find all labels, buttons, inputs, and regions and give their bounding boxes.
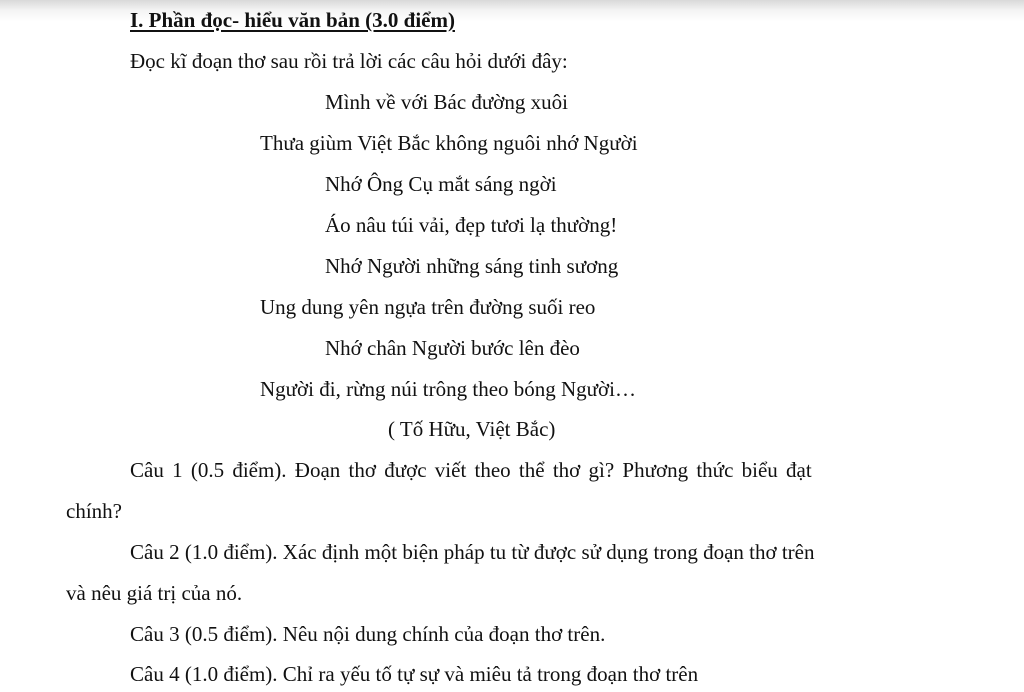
poem-line: Mình về với Bác đường xuôi <box>325 90 568 114</box>
poem-line: Nhớ chân Người bước lên đèo <box>325 336 580 360</box>
poem-line: Ung dung yên ngựa trên đường suối reo <box>260 295 596 319</box>
question-3: Câu 3 (0.5 điểm). Nêu nội dung chính của đoạn thơ trên. <box>130 622 606 646</box>
poem-line: Nhớ Ông Cụ mắt sáng ngời <box>325 172 557 196</box>
poem-line: Áo nâu túi vải, đẹp tươi lạ thường! <box>325 213 618 237</box>
poem-line: Thưa giùm Việt Bắc không nguôi nhớ Người <box>260 131 638 155</box>
poem-line: Nhớ Người những sáng tinh sương <box>325 254 619 278</box>
question-2: Câu 2 (1.0 điểm). Xác định một biện pháp tu từ được sử dụng trong đoạn thơ trên <box>130 540 815 564</box>
poem-line: Người đi, rừng núi trông theo bóng Người… <box>260 377 637 401</box>
poem-source: ( Tố Hữu, Việt Bắc) <box>388 417 556 441</box>
section-heading: I. Phần đọc- hiểu văn bản (3.0 điểm) <box>130 8 455 32</box>
question-1: Câu 1 (0.5 điểm). Đoạn thơ được viết theo thể thơ gì? Phương thức biểu đạt <box>130 458 812 482</box>
instruction-text: Đọc kĩ đoạn thơ sau rồi trả lời các câu hỏi dưới đây: <box>130 49 568 73</box>
question-4: Câu 4 (1.0 điểm). Chỉ ra yếu tố tự sự và miêu tả trong đoạn thơ trên <box>130 662 699 686</box>
question-2-continuation: và nêu giá trị của nó. <box>66 581 243 605</box>
question-1-continuation: chính? <box>66 499 122 523</box>
